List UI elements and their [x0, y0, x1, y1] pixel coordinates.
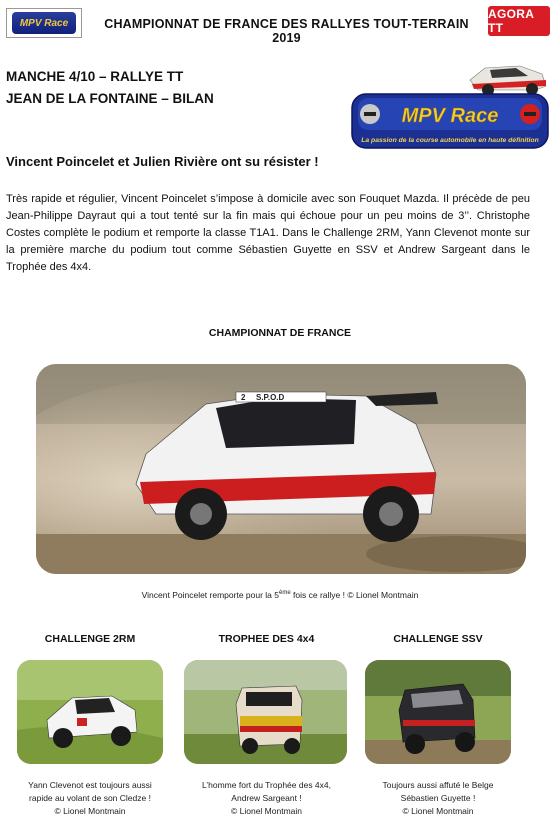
event-title-line2: JEAN DE LA FONTAINE – BILAN [6, 91, 214, 106]
caption-ssv-line3: © Lionel Montmain [402, 806, 474, 816]
photo-trophee-4x4-graphic [184, 660, 347, 764]
section-title-challenge-ssv: CHALLENGE SSV [393, 633, 483, 645]
mpv-mini-logo [12, 12, 76, 34]
logo-tagline-text: La passion de la course automobile en haute définition [361, 137, 539, 144]
main-photo-caption [60, 587, 500, 602]
caption-4x4-line3: © Lionel Montmain [231, 806, 302, 816]
agora-logo-text: AGORA TT [488, 7, 534, 35]
event-title [6, 66, 214, 110]
article-subtitle: Vincent Poincelet et Julien Rivière ont su résister ! [6, 154, 319, 169]
caption-4x4-line2: Andrew Sargeant ! [231, 793, 302, 803]
caption-challenge-ssv [360, 779, 516, 818]
main-car-number: 2 [241, 393, 246, 402]
caption-challenge-2rm [12, 779, 168, 818]
section-title-challenge-2rm: CHALLENGE 2RM [44, 633, 136, 645]
photo-challenge-2rm [17, 660, 163, 764]
main-rally-photo [36, 364, 526, 574]
logo-brand-text: MPV Race [401, 105, 499, 127]
photo-challenge-2rm-graphic [17, 660, 163, 764]
photo-trophee-4x4 [184, 660, 347, 764]
logo-helmet-right-icon [520, 104, 540, 124]
agora-logo [488, 6, 550, 36]
mpv-race-logo-graphic [350, 58, 550, 150]
caption-4x4-line1: L’homme fort du Trophée des 4x4, [202, 780, 331, 790]
caption-2rm-line2: rapide au volant de son Cledze ! [29, 793, 151, 803]
caption-2rm-line1: Yann Clevenot est toujours aussi [28, 780, 152, 790]
caption-2rm-line3: © Lionel Montmain [54, 806, 126, 816]
caption-ssv-line1: Toujours aussi affuté le Belge [382, 780, 494, 790]
header-logo-mpv [6, 8, 82, 38]
main-caption-sup: ème [278, 590, 291, 596]
section-title-championnat: CHAMPIONNAT DE FRANCE [208, 327, 352, 339]
logo-helmet-left-icon [360, 104, 380, 124]
photo-challenge-ssv [365, 660, 511, 764]
logo-car-icon [470, 66, 546, 96]
header-logo-agora [488, 6, 550, 36]
photo-challenge-ssv-graphic [365, 660, 511, 764]
main-car-plate: S.P.O.D [256, 393, 285, 402]
main-caption-before: Vincent Poincelet remporte pour la 5 [141, 589, 279, 600]
mpv-mini-logo-text: MPV Race [19, 17, 69, 29]
article-intro: Très rapide et régulier, Vincent Poincelet s’impose à domicile avec son Fouquet Mazda. Il précède de peu Jean-Philippe Dayraut qui a tout tenté sur la fin mais qui échoue pour un peu moins de 3’’. Christophe Costes complète le podium et remporte la classe T1A1. Dans le Challenge 2RM, Yann Clevenot monte sur la première marche du podium tout comme Sébastien Guyette en SSV et Andrew Sargeant dans le Trophée des 4x4. [6, 193, 530, 273]
main-caption-after: fois ce rallye ! © Lionel Montmain [290, 589, 419, 600]
caption-trophee-4x4 [185, 779, 348, 818]
section-title-trophee-4x4: TROPHEE DES 4x4 [218, 633, 315, 645]
caption-ssv-line2: Sébastien Guyette ! [400, 793, 476, 803]
event-title-line1: MANCHE 4/10 – RALLYE TT [6, 69, 184, 84]
mpv-race-logo [350, 58, 550, 150]
header-title: CHAMPIONNAT DE FRANCE DES RALLYES TOUT-TERRAIN 2019 [104, 17, 469, 45]
main-rally-photo-graphic [36, 364, 526, 574]
